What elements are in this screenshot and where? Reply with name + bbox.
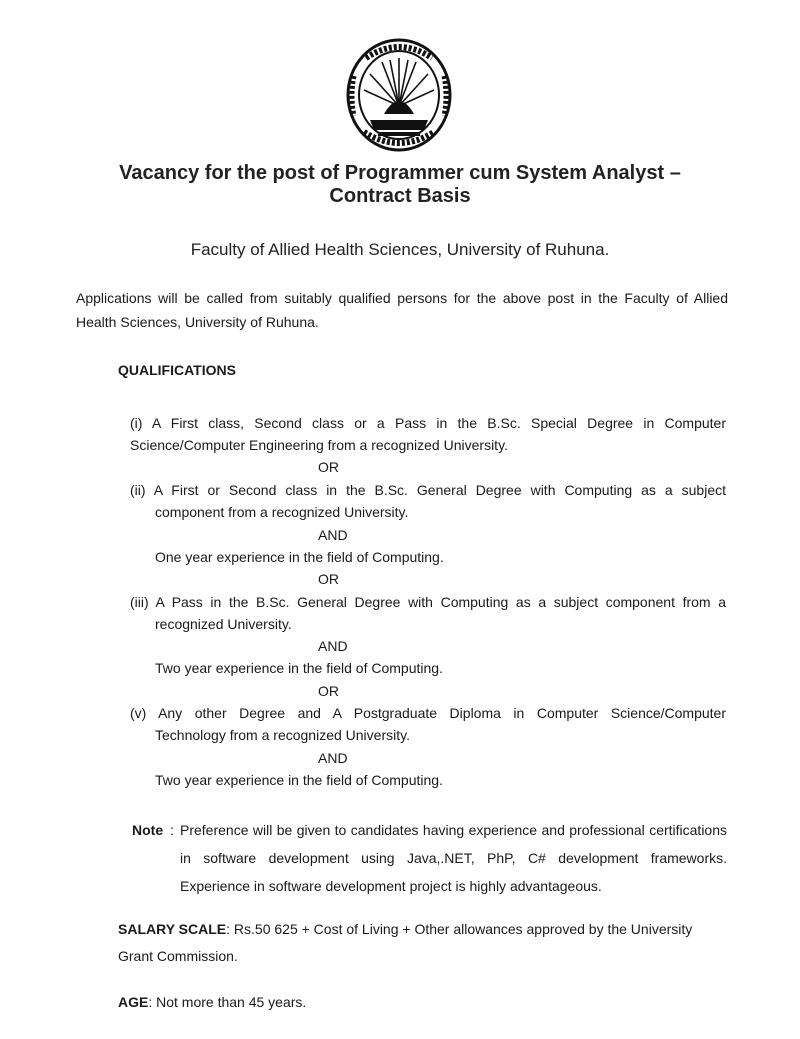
note-colon: : <box>170 822 174 838</box>
title-line-2: Contract Basis <box>329 185 471 207</box>
and-separator-3: AND <box>318 750 348 766</box>
university-crest-logo <box>344 36 454 154</box>
qualification-item-3-experience: Two year experience in the field of Computing. <box>155 660 443 676</box>
qualification-item-2-experience: One year experience in the field of Computing. <box>155 549 444 565</box>
note-label: Note <box>132 822 164 838</box>
or-separator-1: OR <box>318 459 339 475</box>
qualifications-heading: QUALIFICATIONS <box>118 362 236 378</box>
age-label: AGE <box>118 994 149 1010</box>
qualification-item-2-line-1: (ii) A First or Second class in the B.Sc. General Degree with Computing as a subject <box>130 482 726 498</box>
qualification-item-4-experience: Two year experience in the field of Computing. <box>155 772 443 788</box>
or-separator-3: OR <box>318 683 339 699</box>
qualification-item-1: (i) A First class, Second class or a Pass in the B.Sc. Special Degree in Computer Science/Computer Engineering from a recognized University. <box>130 415 726 453</box>
qualification-item-3-line-2: recognized University. <box>155 616 292 632</box>
or-separator-2: OR <box>318 571 339 587</box>
and-separator-1: AND <box>318 527 348 543</box>
qualification-item-4-line-2: Technology from a recognized University. <box>155 727 410 743</box>
faculty-subtitle: Faculty of Allied Health Sciences, University of Ruhuna. <box>190 240 610 259</box>
qualification-item-4-line-1: (v) Any other Degree and A Postgraduate Diploma in Computer Science/Computer <box>130 705 726 721</box>
qualification-item-3-line-1: (iii) A Pass in the B.Sc. General Degree with Computing as a subject component from a <box>130 594 726 610</box>
intro-paragraph: Applications will be called from suitably qualified persons for the above post in the Faculty of Allied Health Sciences, University of Ruhuna. <box>76 290 728 330</box>
age-requirement <box>118 994 306 1010</box>
and-separator-2: AND <box>318 638 348 654</box>
page-title <box>40 162 760 208</box>
salary-scale <box>118 916 728 970</box>
salary-label: SALARY SCALE <box>118 921 227 937</box>
age-text: : Not more than 45 years. <box>148 994 307 1010</box>
note-text: Preference will be given to candidates having experience and professional certifications in software development using Java,.NET, PhP, C# development frameworks. Experience in software development project is highly advantageous. <box>180 822 727 894</box>
qualification-item-2-line-2: component from a recognized University. <box>155 504 409 520</box>
salary-text: : Rs.50 625 + Cost of Living + Other allowances approved by the University Grant Commission. <box>118 921 693 964</box>
title-line-1: Vacancy for the post of Programmer cum System Analyst – <box>119 162 681 184</box>
